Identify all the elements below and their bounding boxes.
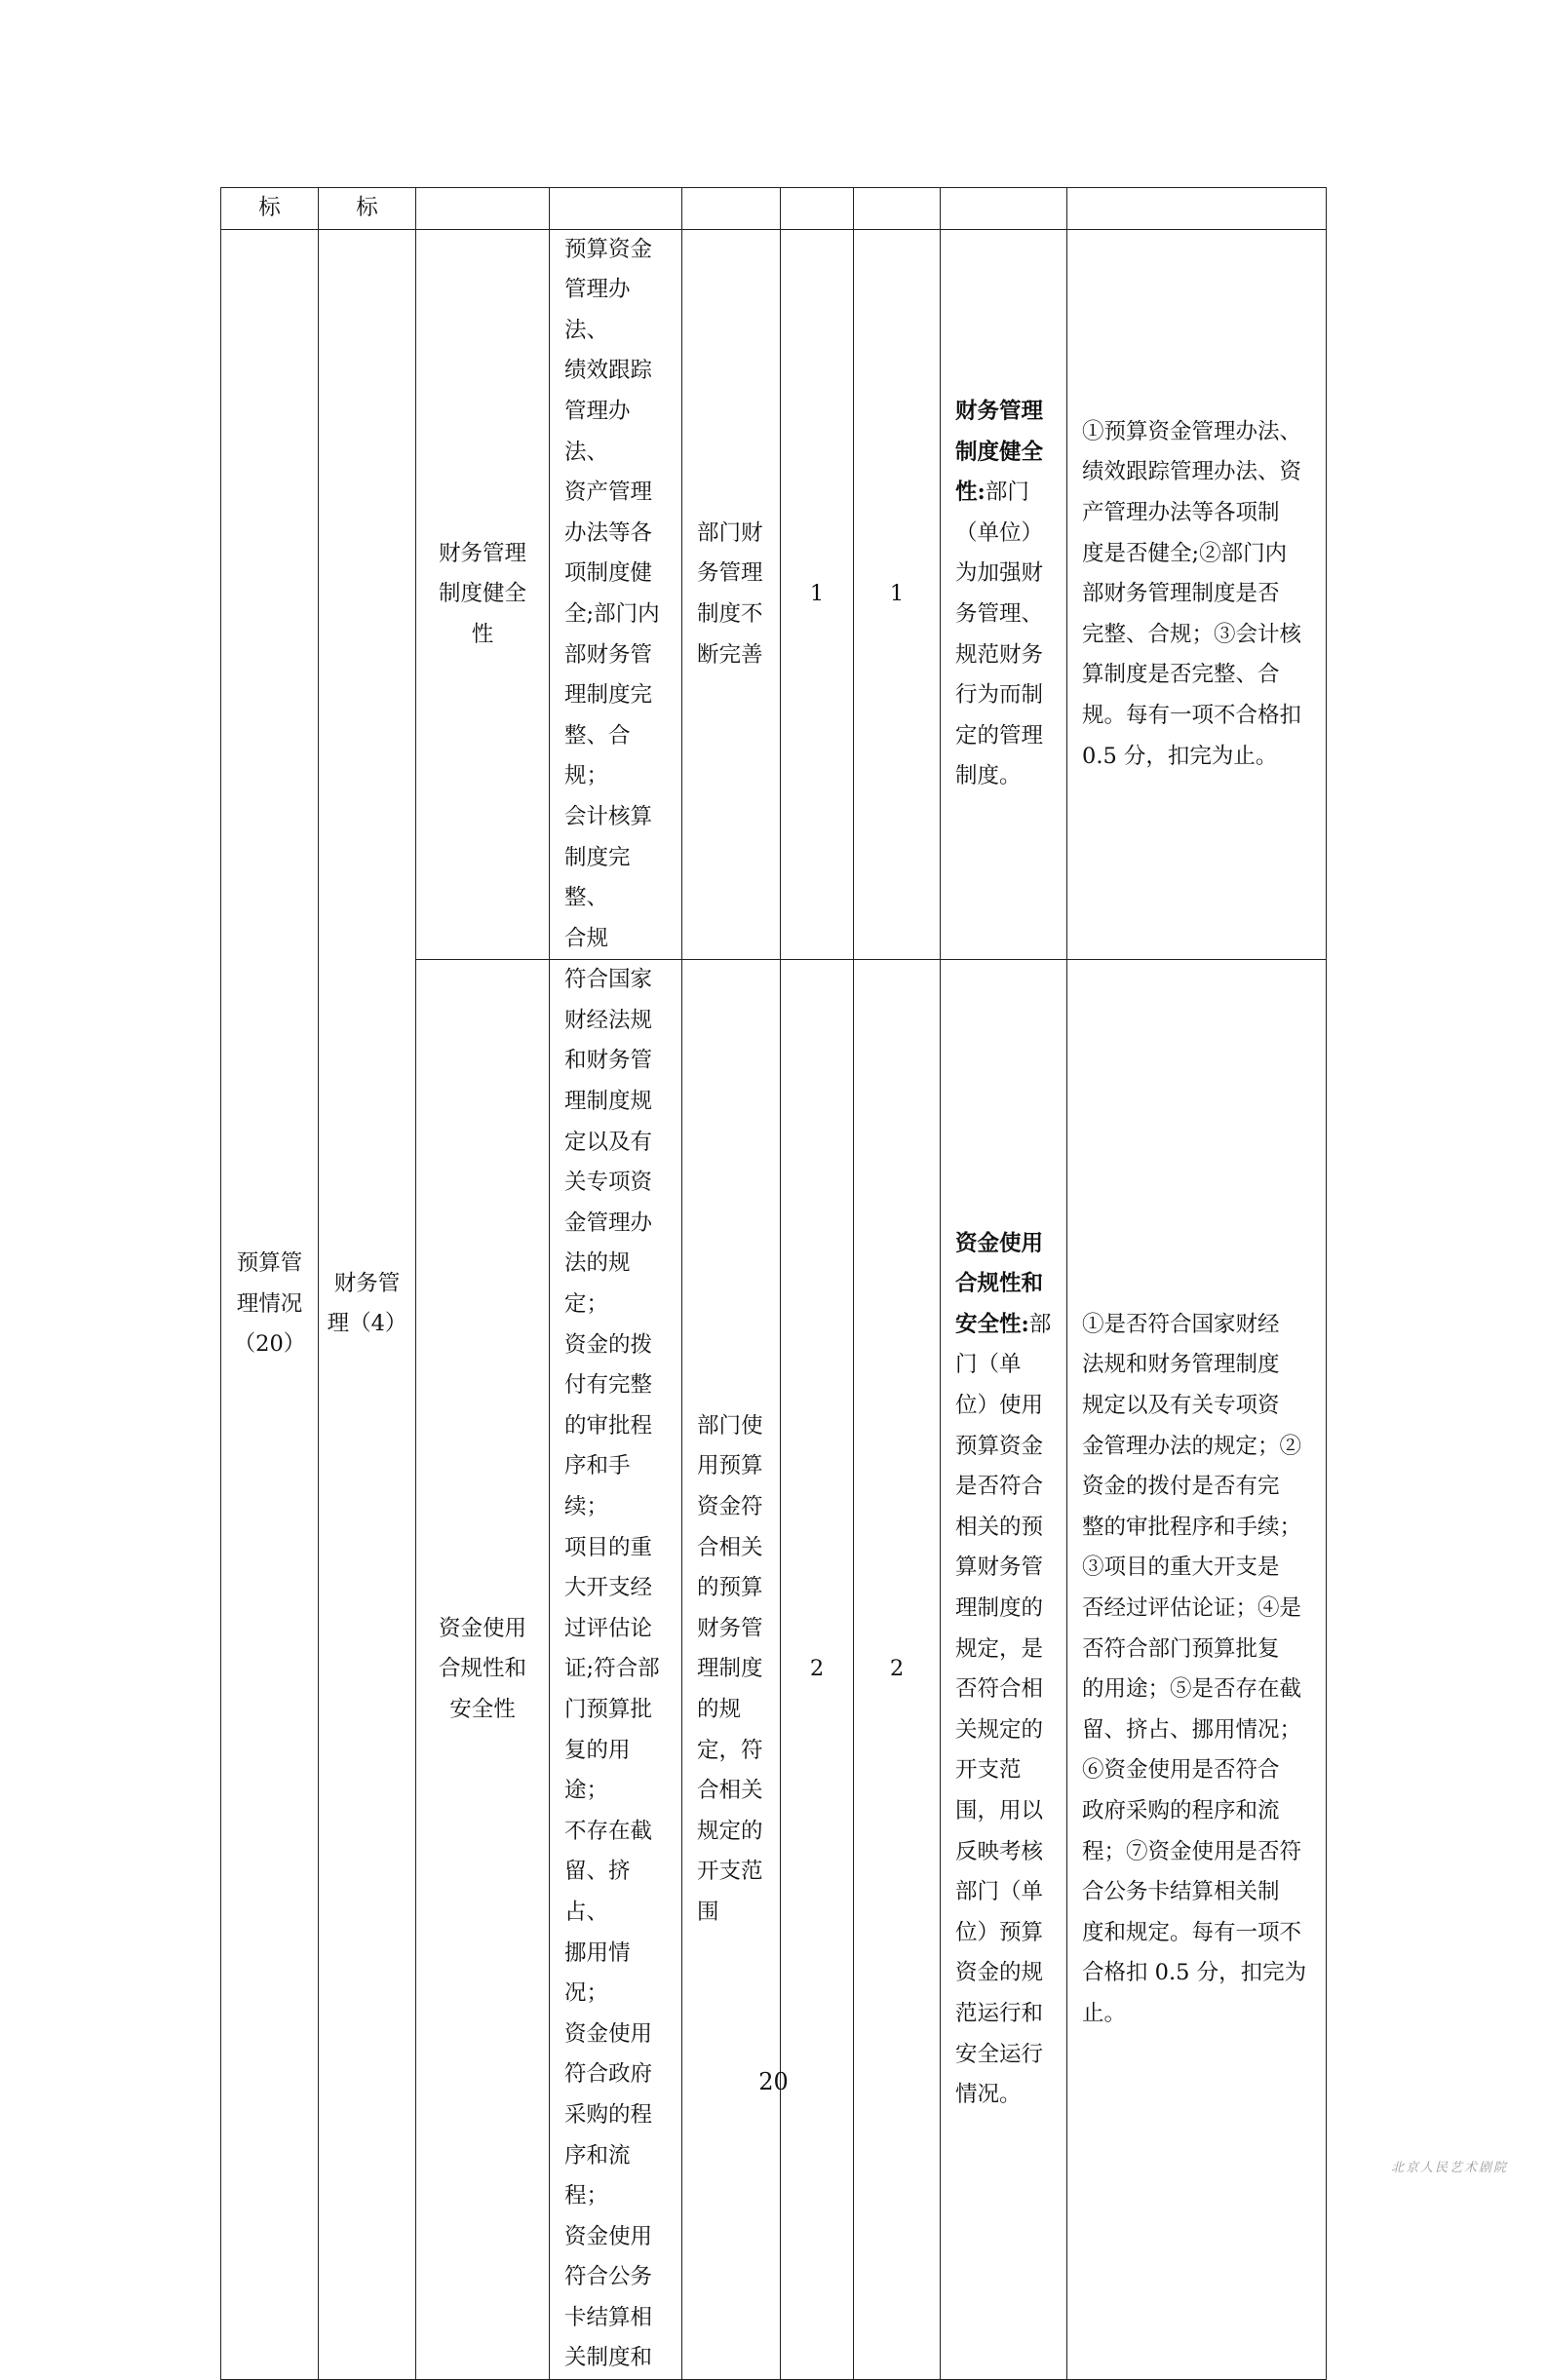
explanation-body: 部门 （单位） 为加强财 务管理、 规范财务 行为而制 定的管理 制度。 [955,480,1044,789]
watermark-logo: 北京人民艺术剧院 [1390,2161,1508,2175]
weight-cell: 2 [781,960,854,2380]
evaluation-standard-cell: 部门财 务管理 制度不 断完善 [682,229,781,960]
score-cell: 1 [854,229,941,960]
header-cell-level3 [416,188,550,230]
explanation-title: 财务管理 制度健全 性: [955,398,1044,506]
scoring-criteria-cell: ①预算资金管理办法、 绩效跟踪管理办法、资 产管理办法等各项制 度是否健全;②部门内 部财务管理制度是否 完整、合规；③会计核 算制度是否完整、合 规。每有一项不合格扣 0.5 分，扣完为止。 [1067,229,1327,960]
table-row [221,229,1327,960]
indicator-explanation-cell [941,229,1067,960]
indicator-explanation-cell [941,960,1067,2380]
score-cell: 2 [854,960,941,2380]
header-row [221,188,1327,230]
header-cell-criteria [1067,188,1327,230]
scoring-criteria-cell: ①是否符合国家财经 法规和财务管理制度 规定以及有关专项资 金管理办法的规定；② 资金的拨付是否有完 整的审批程序和手续； ③项目的重大开支是 否经过评估论证；④是 否符合部门预算批复 的用途；⑤是否存在截 留、挤占、挪用情况； ⑥资金使用是否符合 政府采购的程序和流 程；⑦资金使用是否符 合公务卡结算相关制 度和规定。每有一项不 合格扣 0.5 分，扣完为 止。 [1067,960,1327,2380]
level1-indicator-cell: 预算管 理情况 （20） [221,229,319,2379]
header-cell-standard [682,188,781,230]
header-cell-content [550,188,682,230]
evaluation-standard-cell: 部门使 用预算 资金符 合相关 的预算 财务管 理制度 的规 定，符 合相关 规定的 开支范 围 [682,960,781,2380]
evaluation-table [220,187,1327,2380]
explanation-title: 资金使用 合规性和 安全性: [955,1230,1044,1337]
indicator-content-cell: 符合国家 财经法规 和财务管 理制度规 定以及有 关专项资 金管理办 法的规定； 资金的拨 付有完整 的审批程 序和手续； 项目的重 大开支经 过评估论 证;符合部 门预算批 复的用途； 不存在截 留、挤占、 挪用情况； 资金使用 符合政府 采购的程 序和流程； 资金使用 符合公务 卡结算相 关制度和 [550,960,682,2380]
header-cell-weight [781,188,854,230]
header-cell-level1: 标 [221,188,319,230]
level3-indicator-cell: 资金使用 合规性和 安全性 [416,960,550,2380]
level2-indicator-cell: 财务管 理（4） [319,229,416,2379]
level3-indicator-cell: 财务管理 制度健全 性 [416,229,550,960]
weight-cell: 1 [781,229,854,960]
page-number: 20 [758,2068,789,2095]
explanation-body: 部门（单 位）使用 预算资金 是否符合 相关的预 算财务管 理制度的 规定，是 否符合相 关规定的 开支范 围，用以 反映考核 部门（单 位）预算 资金的规 范运行和 安全运行 情况。 [955,1311,1052,2108]
header-cell-score [854,188,941,230]
header-cell-explanation [941,188,1067,230]
indicator-content-cell: 预算资金 管理办法、 绩效跟踪 管理办法、 资产管理 办法等各 项制度健 全;部门内 部财务管 理制度完 整、合规； 会计核算 制度完整、 合规 [550,229,682,960]
header-cell-level2: 标 [319,188,416,230]
